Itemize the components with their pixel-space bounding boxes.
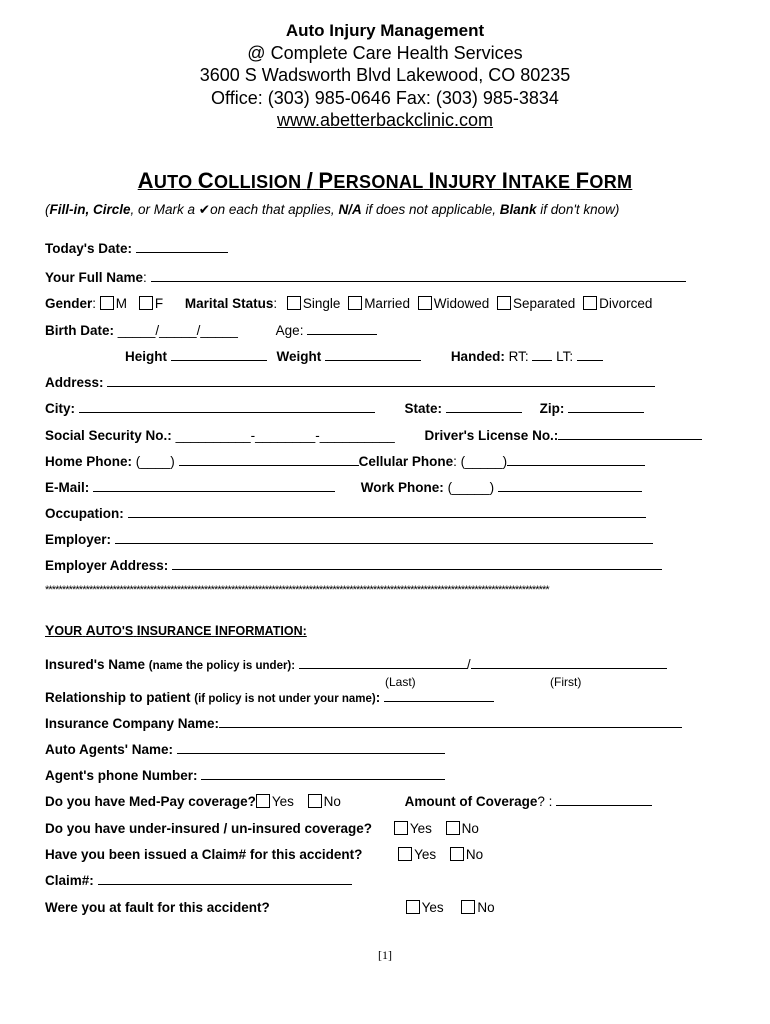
handed-label: Handed: [450, 349, 505, 364]
employer-address-field[interactable] [172, 557, 662, 570]
agent-name-label: Auto Agents' Name: [45, 742, 173, 757]
first-name-caption: (First) [550, 675, 582, 689]
agent-phone-field[interactable] [201, 767, 445, 780]
occupation-field[interactable] [128, 505, 646, 518]
cellular-phone-field[interactable] [507, 453, 645, 466]
insurance-company-field[interactable] [219, 715, 682, 728]
gender-marital-row: Gender: M F Marital Status: Single Married Widowed Separated Divorced [45, 296, 653, 311]
last-name-caption: (Last) [385, 675, 416, 689]
home-phone-field[interactable] [179, 453, 359, 466]
address-label: Address: [45, 375, 104, 390]
handed-lt-field[interactable] [577, 348, 603, 361]
full-name-field[interactable] [151, 269, 686, 282]
email-work-row [45, 479, 642, 497]
relationship-row: Relationship to patient (if policy is not under your name): [45, 689, 494, 708]
occupation-label: Occupation: [45, 506, 124, 521]
clinic-affiliation: @ Complete Care Health Services [247, 43, 523, 63]
age-label: Age: [275, 323, 304, 338]
email-field[interactable] [93, 479, 335, 492]
coverage-amount-field[interactable] [556, 793, 652, 806]
insurance-company-label: Insurance Company Name: [45, 716, 220, 731]
weight-label: Weight [276, 349, 322, 364]
zip-field[interactable] [568, 400, 644, 413]
full-name-row: Your Full Name: [45, 269, 686, 287]
agent-phone-label: Agent's phone Number: [45, 768, 198, 783]
work-phone-field[interactable] [498, 479, 642, 492]
insured-name-label: Insured's Name [45, 657, 145, 672]
height-field[interactable] [171, 348, 267, 361]
ssn-license-row [45, 427, 702, 445]
agent-name-field[interactable] [177, 741, 445, 754]
section-divider: ***************************************************************************************************************************************************** [45, 584, 549, 596]
claim-issued-label: Have you been issued a Claim# for this accident? [45, 847, 363, 862]
claim-number-row [45, 872, 352, 890]
claim-number-field[interactable] [98, 872, 352, 885]
med-pay-row: Do you have Med-Pay coverage? Yes No Amount of Coverage? : [45, 793, 652, 811]
underinsured-label: Do you have under-insured / un-insured coverage? [45, 821, 373, 836]
address-row [45, 374, 655, 392]
agent-phone-row [45, 767, 445, 785]
med-pay-label: Do you have Med-Pay coverage? [45, 794, 256, 809]
underinsured-yes-checkbox[interactable] [394, 821, 408, 835]
employer-label: Employer: [45, 532, 112, 547]
city-state-zip-row [45, 400, 644, 418]
height-weight-row: Height Weight Handed: RT: LT: [125, 348, 603, 366]
at-fault-row: Were you at fault for this accident? Yes No [45, 900, 495, 915]
med-pay-yes-checkbox[interactable] [256, 794, 270, 808]
form-title: AUTO COLLISION / PERSONAL INJURY INTAKE FORM [137, 168, 633, 193]
height-label: Height [125, 349, 167, 364]
clinic-name: Auto Injury Management [285, 21, 485, 40]
home-phone-area-field[interactable]: (____) [135, 454, 175, 469]
ssn-field[interactable]: __________-________-__________ [175, 428, 395, 443]
email-label: E-Mail: [45, 480, 90, 495]
city-label: City: [45, 401, 75, 416]
coverage-amount-label: Amount of Coverage [404, 794, 538, 809]
state-field[interactable] [446, 400, 522, 413]
page-number: [1] [378, 948, 392, 962]
work-phone-label: Work Phone: [360, 480, 444, 495]
cell-area-field[interactable]: (_____) [460, 454, 508, 469]
clinic-address: 3600 S Wadsworth Blvd Lakewood, CO 80235 [199, 65, 571, 85]
birth-date-field[interactable]: _____/_____/_____ [117, 323, 238, 338]
gender-f-checkbox[interactable] [139, 296, 153, 310]
separated-checkbox[interactable] [497, 296, 511, 310]
gender-label: Gender [45, 296, 93, 311]
at-fault-yes-checkbox[interactable] [406, 900, 420, 914]
age-field[interactable] [307, 322, 377, 335]
todays-date-field[interactable] [136, 240, 228, 253]
single-checkbox[interactable] [287, 296, 301, 310]
underinsured-no-checkbox[interactable] [446, 821, 460, 835]
checkmark-icon: ✔ [198, 202, 211, 217]
relationship-field[interactable] [384, 689, 494, 702]
state-label: State: [404, 401, 443, 416]
underinsured-row: Do you have under-insured / un-insured coverage? Yes No [45, 821, 479, 836]
employer-address-label: Employer Address: [45, 558, 169, 573]
claim-number-label: Claim#: [45, 873, 94, 888]
employer-row [45, 531, 653, 549]
address-field[interactable] [107, 374, 655, 387]
insured-name-row: Insured's Name (name the policy is under): / [45, 656, 667, 675]
claim-issued-row: Have you been issued a Claim# for this accident? Yes No [45, 847, 484, 862]
work-area-field[interactable]: (_____) [447, 480, 495, 495]
full-name-label: Your Full Name [45, 270, 144, 285]
drivers-license-field[interactable] [558, 427, 702, 440]
relationship-label: Relationship to patient [45, 690, 191, 705]
insured-last-name-field[interactable] [299, 656, 467, 669]
gender-m-checkbox[interactable] [100, 296, 114, 310]
employer-address-row [45, 557, 662, 575]
form-instructions: (Fill-in, Circle, or Mark a ✔on each that applies, N/A if does not applicable, Blank if don't know) [45, 202, 620, 217]
at-fault-no-checkbox[interactable] [461, 900, 475, 914]
phone-row: Home Phone: (____) Cellular Phone: (_____) [45, 453, 645, 471]
employer-field[interactable] [115, 531, 653, 544]
ssn-label: Social Security No.: [45, 428, 172, 443]
med-pay-no-checkbox[interactable] [308, 794, 322, 808]
divorced-checkbox[interactable] [583, 296, 597, 310]
zip-label: Zip: [539, 401, 565, 416]
insurance-section-heading: YOUR AUTO'S INSURANCE INFORMATION: [45, 622, 307, 638]
married-checkbox[interactable] [348, 296, 362, 310]
handed-rt-field[interactable] [532, 348, 552, 361]
weight-field[interactable] [325, 348, 421, 361]
todays-date-row [45, 240, 228, 258]
claim-issued-no-checkbox[interactable] [450, 847, 464, 861]
insured-first-name-field[interactable] [471, 656, 667, 669]
occupation-row [45, 505, 646, 523]
birth-date-label: Birth Date: [45, 323, 115, 338]
cellular-phone-label: Cellular Phone [358, 454, 454, 469]
drivers-license-label: Driver's License No.: [424, 428, 559, 443]
widowed-checkbox[interactable] [418, 296, 432, 310]
at-fault-label: Were you at fault for this accident? [45, 900, 270, 915]
birth-age-row [45, 322, 377, 340]
agent-name-row [45, 741, 445, 759]
home-phone-label: Home Phone: [45, 454, 133, 469]
insurance-company-row [45, 715, 682, 733]
clinic-website-link[interactable]: www.abetterbackclinic.com [276, 110, 494, 130]
marital-status-label: Marital Status [184, 296, 274, 311]
claim-issued-yes-checkbox[interactable] [398, 847, 412, 861]
clinic-phone: Office: (303) 985-0646 Fax: (303) 985-3834 [211, 88, 559, 108]
city-field[interactable] [79, 400, 375, 413]
todays-date-label: Today's Date: [45, 241, 132, 256]
